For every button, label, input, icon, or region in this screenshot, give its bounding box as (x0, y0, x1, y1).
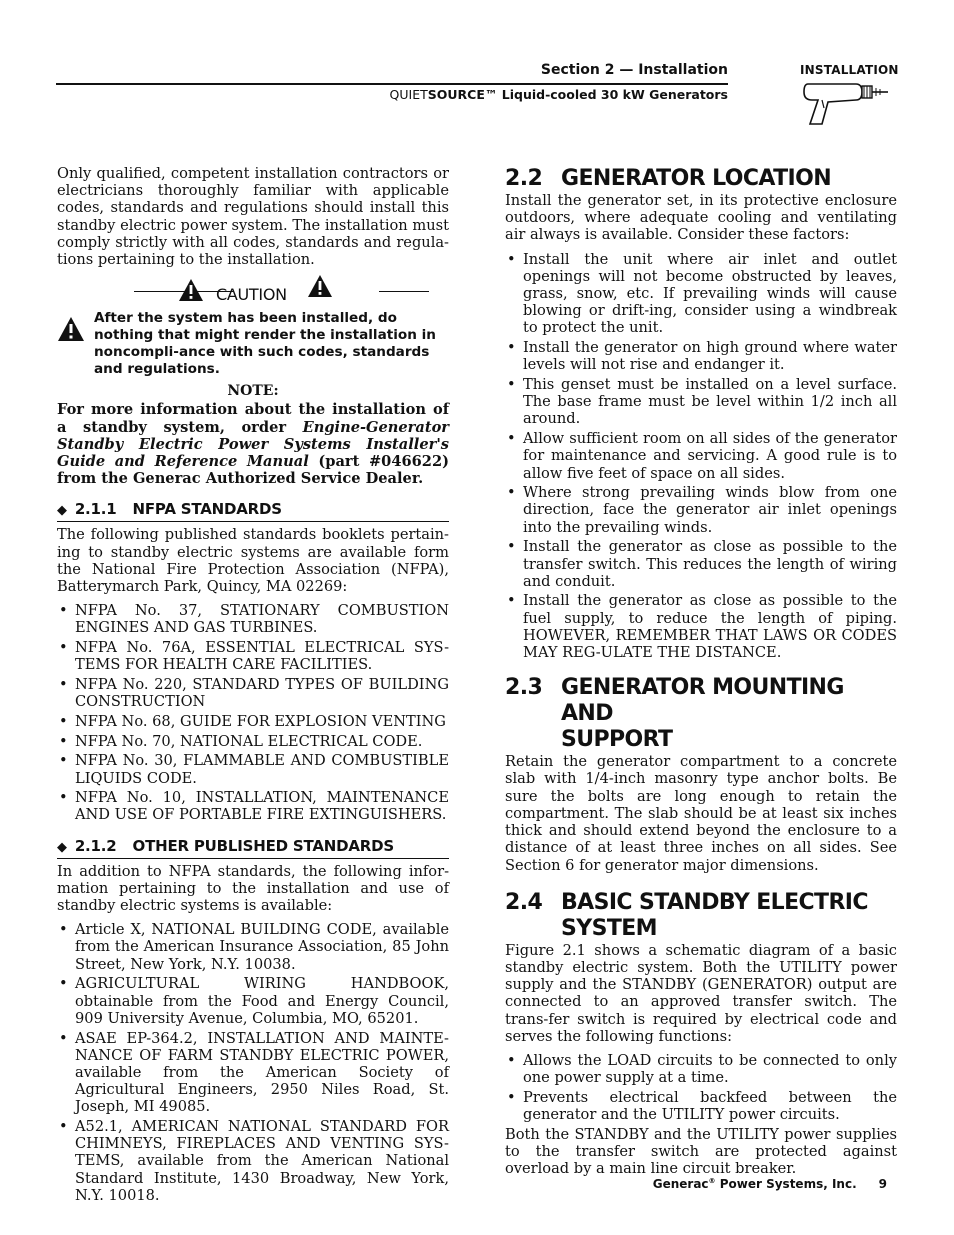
diamond-bullet-icon: ◆ (57, 503, 67, 519)
page-number: 9 (878, 1177, 887, 1191)
other-standards-list (57, 921, 449, 1204)
standby-system-intro: Figure 2.1 shows a schematic diagram of a basic standby electric system. Both the UTILITY power supply and the STANDBY (GENERATOR) output are connected to an approved transfer switch. The trans-fer switch is required by electrical code and serves the following functions: (505, 941, 897, 1045)
list-item: • ASAE EP-364.2, INSTALLATION AND MAINTE-NANCE OF FARM STANDBY ELECTRIC POWER, available from the American Society of Agricultural Engineers, 2950 Niles Road, St. Joseph, MI 49085. (59, 1029, 449, 1116)
list-item: • Install the unit where air inlet and outlet openings will not become obstructed by leaves, grass, snow, etc. If prevailing winds will cause blowing or drift-ing, consider using a windbreak to protect the unit. (507, 250, 897, 337)
product-title (390, 87, 728, 102)
section-heading-2-3 (505, 675, 897, 753)
section-title-line1: GENERATOR MOUNTING AND (561, 675, 844, 727)
subsection-number: 2.1.1 (74, 500, 117, 519)
list-item: • NFPA No. 10, INSTALLATION, MAINTENANCE AND USE OF PORTABLE FIRE EXTINGUISHERS. (59, 789, 449, 824)
note-title: NOTE: (227, 383, 279, 400)
list-item: • AGRICULTURAL WIRING HANDBOOK, obtainable from the Food and Energy Council, 909 University Avenue, Columbia, MO, 65201. (59, 975, 449, 1027)
section-number: 2.3 (505, 675, 543, 701)
list-item: • Install the generator as close as possible to the fuel supply, to reduce the length of piping. HOWEVER, REMEMBER THAT LAWS OR CODES MAY REG-ULATE THE DISTANCE. (507, 592, 897, 662)
list-item: • NFPA No. 37, STATIONARY COMBUSTION ENGINES AND GAS TURBINES. (59, 602, 449, 637)
caution-label: CAUTION (216, 285, 287, 305)
footer-company: Generac (652, 1177, 709, 1191)
diamond-bullet-icon: ◆ (57, 839, 67, 855)
list-item: • NFPA No. 76A, ESSENTIAL ELECTRICAL SYS-TEMS FOR HEALTH CARE FACILITIES. (59, 639, 449, 674)
list-item: • Install the generator as close as possible to the transfer switch. This reduces the length of wiring and conduit. (507, 538, 897, 590)
installation-tab-label: INSTALLATION (800, 63, 899, 77)
left-column (57, 165, 449, 1207)
list-item: • NFPA No. 220, STANDARD TYPES OF BUILDING CONSTRUCTION (59, 676, 449, 711)
page-footer (653, 1177, 887, 1191)
caution-header (57, 280, 449, 310)
standby-system-outro: Both the STANDBY and the UTILITY power supplies to the transfer switch are protected against overload by a main line circuit breaker. (505, 1125, 897, 1178)
list-item: • A52.1, AMERICAN NATIONAL STANDARD FOR CHIMNEYS, FIREPLACES AND VENTING SYS-TEMS, available from the American National Standard Institute, 1430 Broadway, New York, N.Y. 10018. (59, 1118, 449, 1204)
section-title: Section 2 — Installation (540, 62, 728, 78)
section-number: 2.2 (505, 166, 543, 191)
list-item: • Install the generator on high ground where water levels will not rise and endanger it. (507, 339, 897, 374)
nfpa-list (57, 602, 449, 823)
list-item: • This genset must be installed on a level surface. The base frame must be level within 1/2 inch all around. (507, 376, 897, 428)
transfer-switch-functions-list (505, 1052, 897, 1123)
section-number: 2.4 (505, 889, 543, 915)
list-item: • NFPA No. 30, FLAMMABLE AND COMBUSTIBLE LIQUIDS CODE. (59, 752, 449, 787)
warning-triangle-icon (57, 316, 85, 342)
location-intro: Install the generator set, in its protective enclosure outdoors, where adequate cooling and ventilating air always is available. Consider these factors: (505, 192, 897, 244)
section-title-line2: SYSTEM (561, 915, 657, 941)
note-body (57, 401, 449, 487)
subsection-title: OTHER PUBLISHED STANDARDS (132, 836, 395, 855)
right-column (505, 166, 897, 1177)
list-item: • Allow sufficient room on all sides of the generator for maintenance and servicing. A good rule is to allow five feet of space on all sides. (507, 430, 897, 482)
section-title-line1: BASIC STANDBY ELECTRIC (561, 889, 868, 915)
section-heading-2-4 (505, 890, 897, 942)
caution-text-block (57, 310, 449, 377)
list-item: • Article X, NATIONAL BUILDING CODE, available from the American Insurance Association, 85 John Street, New York, N.Y. 10038. (59, 921, 449, 973)
warning-triangle-icon (178, 278, 204, 302)
note-part1: For more information about the installation of a standby system, order (57, 401, 449, 436)
nfpa-intro: The following published standards booklets pertain-ing to standby electric systems are available form the National Fire Protection Association (NFPA), Batterymarch Park, Quincy, MA 02269: (57, 526, 449, 596)
subsection-heading-2-1-2 (57, 837, 449, 859)
list-item: • Allows the LOAD circuits to be connected to only one power supply at a time. (507, 1051, 897, 1087)
section-heading-2-2 (505, 166, 897, 192)
product-suffix: ™ Liquid-cooled 30 kW Generators (484, 87, 728, 102)
footer-company-rest: Power Systems, Inc. (715, 1177, 857, 1191)
caution-rule-right (379, 291, 429, 292)
note-manual-title: Engine-Generator Standby Electric Power Systems Installer's Guide and Reference Manual (57, 418, 449, 471)
intro-paragraph: Only qualified, competent installation contractors or electricians thoroughly familiar with applicable codes, standards and regulations should install this standby electric power system. The installation must comply strictly with all codes, standards and regula-tions pertaining to the installation. (57, 165, 449, 269)
product-bold: SOURCE (427, 87, 485, 102)
section-title-line2: SUPPORT (561, 727, 673, 753)
drill-icon (800, 78, 892, 128)
other-standards-intro: In addition to NFPA standards, the following infor-mation pertaining to the installation and use of standby electric systems is available: (57, 862, 449, 915)
product-prefix: QUIET (389, 87, 428, 102)
subsection-number: 2.1.2 (74, 836, 117, 855)
subsection-heading-2-1-1 (57, 500, 449, 522)
warning-triangle-icon (307, 274, 333, 298)
mounting-paragraph: Retain the generator compartment to a concrete slab with 1/4-inch masonry type anchor bolts. Be sure the bolts are long enough to retain the compartment. The slab should be at least six inches thick and should extend beyond the enclosure to a distance of at least three inches on all sides. See Section 6 for generator major dimensions. (505, 753, 897, 874)
note-part2: (part #046622) from the Generac Authorized Service Dealer. (57, 453, 450, 488)
subsection-title: NFPA STANDARDS (132, 500, 282, 519)
list-item: • NFPA No. 68, GUIDE FOR EXPLOSION VENTING (59, 712, 446, 730)
header-rule (56, 83, 728, 85)
footer-registered-mark: ® (708, 1177, 716, 1185)
list-item: • Prevents electrical backfeed between the generator and the UTILITY power circuits. (507, 1088, 897, 1124)
list-item: • NFPA No. 70, NATIONAL ELECTRICAL CODE. (59, 732, 423, 750)
location-factors-list (505, 251, 897, 662)
caution-text: After the system has been installed, do nothing that might render the installation in noncompli-ance with such codes, standards and regulations. (94, 310, 436, 377)
section-title: GENERATOR LOCATION (561, 166, 832, 191)
list-item: • Where strong prevailing winds blow from one direction, face the generator air inlet openings into the prevailing winds. (507, 484, 897, 536)
